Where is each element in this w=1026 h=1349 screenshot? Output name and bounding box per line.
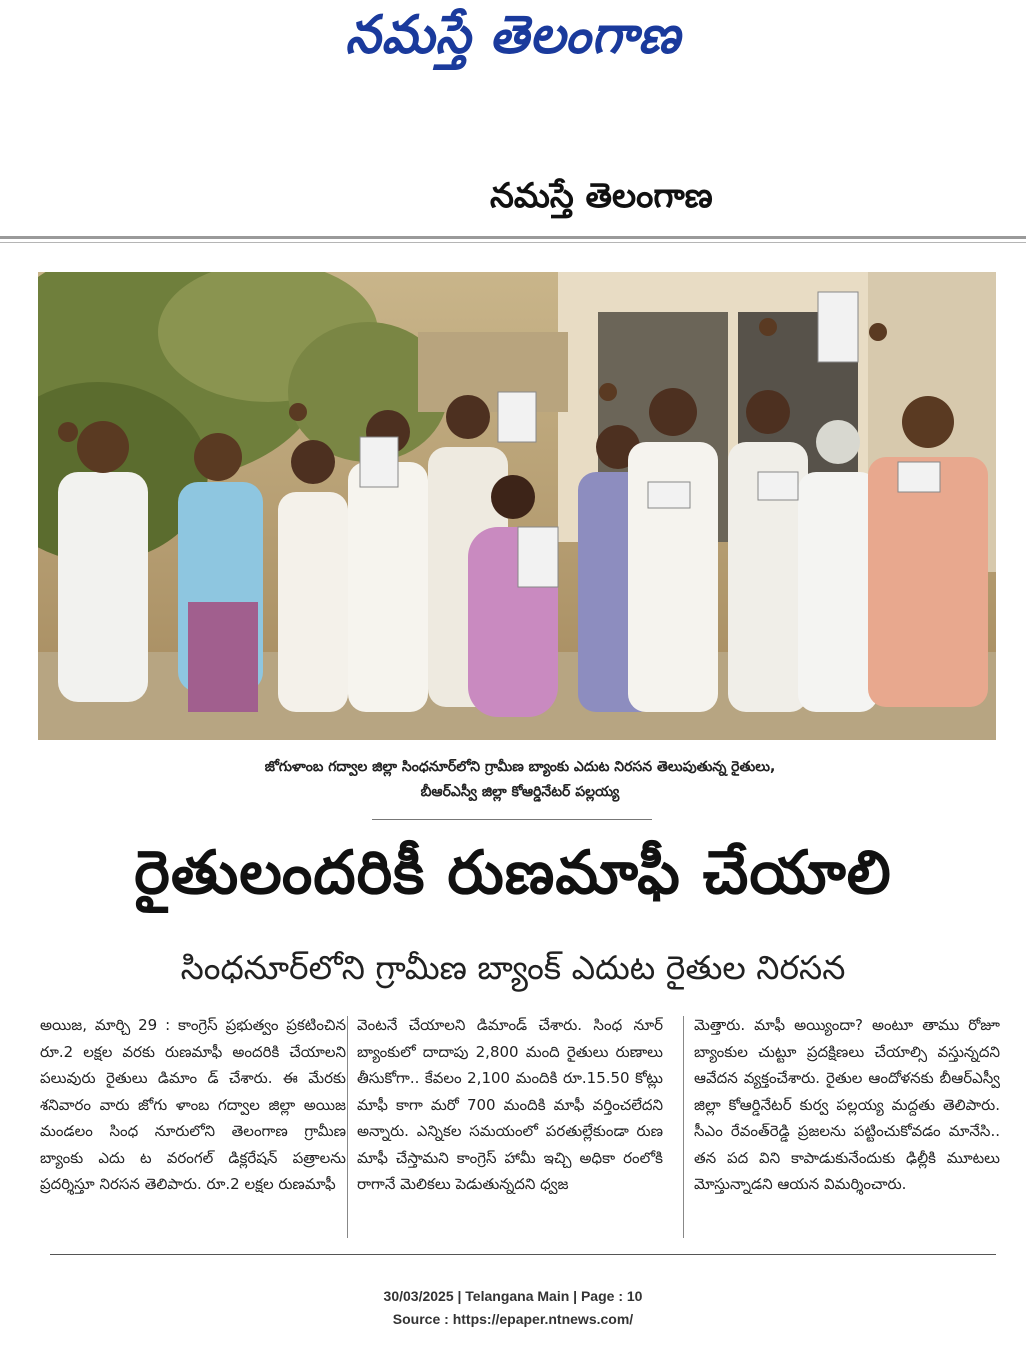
protest-photo-illustration: [38, 272, 996, 740]
article-subheadline: సింధనూర్‌లోని గ్రామీణ బ్యాంక్ ఎదుట రైతుల నిరసన: [180, 948, 846, 987]
photo-caption: [140, 755, 900, 805]
article-column-2: వెంటనే చేయాలని డిమాండ్ చేశారు. సింధ నూర్ బ్యాంకులో దాదాపు 2,800 మంది రైతులు రుణాలు తీసుకోగా.. కేవలం 2,100 మందికి రూ.15.50 కోట్లు మాఫీ కాగా మరో 700 మందికి మాఫీ వర్తించలేదని అన్నారు. ఎన్నికల సమయంలో పరతుల్లేకుండా రుణ మాఫీ చేస్తామని కాంగ్రెస్ హామీ ఇచ్చి అధికా రంలోకి రాగానే మెలికలు పెడుతున్నదని ధ్వజ: [357, 1016, 663, 1193]
caption-line-1: జోగుళాంబ గద్వాల జిల్లా సింధనూర్‌లోని గ్రామీణ బ్యాంకు ఎదుట నిరసన తెలుపుతున్న రైతులు,: [264, 759, 776, 775]
masthead-logo: నమస్తే తెలంగాణ: [345, 4, 681, 66]
article-headline: రైతులందరికీ రుణమాఫీ చేయాలి: [134, 838, 892, 908]
header-divider-thin: [0, 242, 1026, 243]
caption-divider: [372, 819, 652, 820]
header-divider: [0, 236, 1026, 239]
caption-line-2: బీఆర్‌ఎస్వీ జిల్లా కోఆర్డినేటర్ పల్లయ్య: [420, 784, 620, 800]
article-column-1: అయిజ, మార్చి 29 : కాంగ్రెస్ ప్రభుత్వం ప్రకటించిన రూ.2 లక్షల వరకు రుణమాఫీ అందరికి చేయాలని పలువురు రైతులు డిమాం డ్ చేశారు. ఈ మేరకు శనివారం వారు జోగు ళాంబ గద్వాల జిల్లా అయిజ మండలం సింధ నూరులోని తెలంగాణ గ్రామీణ బ్యాంకు ఎదు ట వరంగల్ డిక్లరేషన్ పత్రాలను ప్రదర్శిస్తూ నిరసన తెలిపారు. రూ.2 లక్షల రుణమాఫీ: [40, 1016, 346, 1193]
footer-date-page: 30/03/2025 | Telangana Main | Page : 10: [383, 1288, 643, 1304]
column-divider: [347, 1016, 348, 1238]
footer-divider: [50, 1254, 996, 1255]
footer-source: Source : https://epaper.ntnews.com/: [392, 1311, 634, 1327]
page-footer: [0, 1285, 1026, 1331]
column-divider: [683, 1016, 684, 1238]
protest-photo: [38, 272, 996, 740]
article-column-3: మెత్తారు. మాఫీ అయ్యిందా? అంటూ తాము రోజూ బ్యాంకుల చుట్టూ ప్రదక్షిణలు చేయాల్సి వస్తున్నదని ఆవేదన వ్యక్తంచేశారు. రైతుల ఆందోళనకు బీఆర్‌ఎస్వీ జిల్లా కోఆర్డినేటర్ కుర్వ పల్లయ్య మద్దతు తెలిపారు. సీఎం రేవంత్‌రెడ్డి ప్రజలను పట్టించుకోవడం మానేసి.. తన పద విని కాపాడుకునేందుకు ఢిల్లీకి మూటలు మోస్తున్నాడని ఆయన విమర్శించారు.: [694, 1016, 1000, 1193]
section-title: నమస్తే తెలంగాణ: [490, 176, 713, 216]
